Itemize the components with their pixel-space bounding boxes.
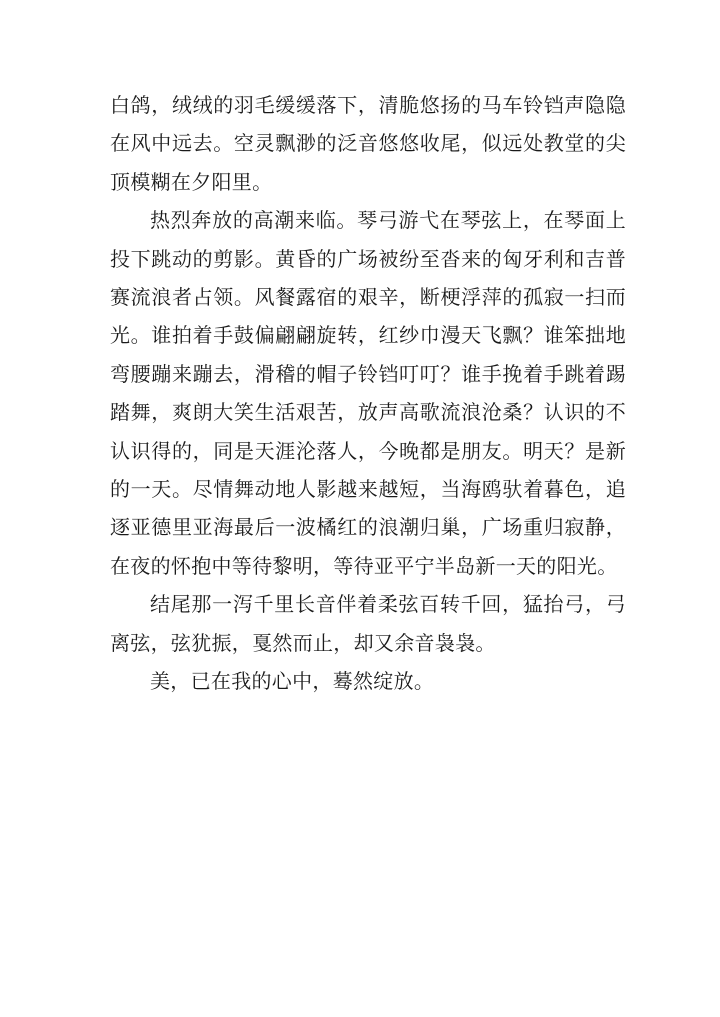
paragraph-3: 结尾那一泻千里长音伴着柔弦百转千回，猛抬弓，弓离弦，弦犹振，戛然而止，却又余音袅袅。 xyxy=(110,592,626,655)
paragraph-2: 热烈奔放的高潮来临。琴弓游弋在琴弦上，在琴面上投下跳动的剪影。黄昏的广场被纷至沓来的匈牙利和吉普赛流浪者占领。风餐露宿的艰辛，断梗浮萍的孤寂一扫而光。谁拍着手鼓偏翩翩旋转，红纱巾漫天飞飘？谁笨拙地弯腰蹦来蹦去，滑稽的帽子铃铛叮叮？谁手挽着手跳着踢踏舞，爽朗大笑生活艰苦，放声高歌流浪沧桑？认识的不认识得的，同是天涯沦落人，今晚都是朋友。明天？是新的一天。尽情舞动地人影越来越短，当海鸥驮着暮色，追逐亚德里亚海最后一波橘红的浪潮归巢，广场重归寂静，在夜的怀抱中等待黎明，等待亚平宁半岛新一天的阳光。 xyxy=(110,208,626,578)
paragraph-1: 白鸽，绒绒的羽毛缓缓落下，清脆悠扬的马车铃铛声隐隐在风中远去。空灵飘渺的泛音悠悠收尾，似远处教堂的尖顶模糊在夕阳里。 xyxy=(110,93,626,194)
paragraph-4: 美，已在我的心中，蓦然绽放。 xyxy=(150,669,435,694)
document-body xyxy=(110,86,626,701)
